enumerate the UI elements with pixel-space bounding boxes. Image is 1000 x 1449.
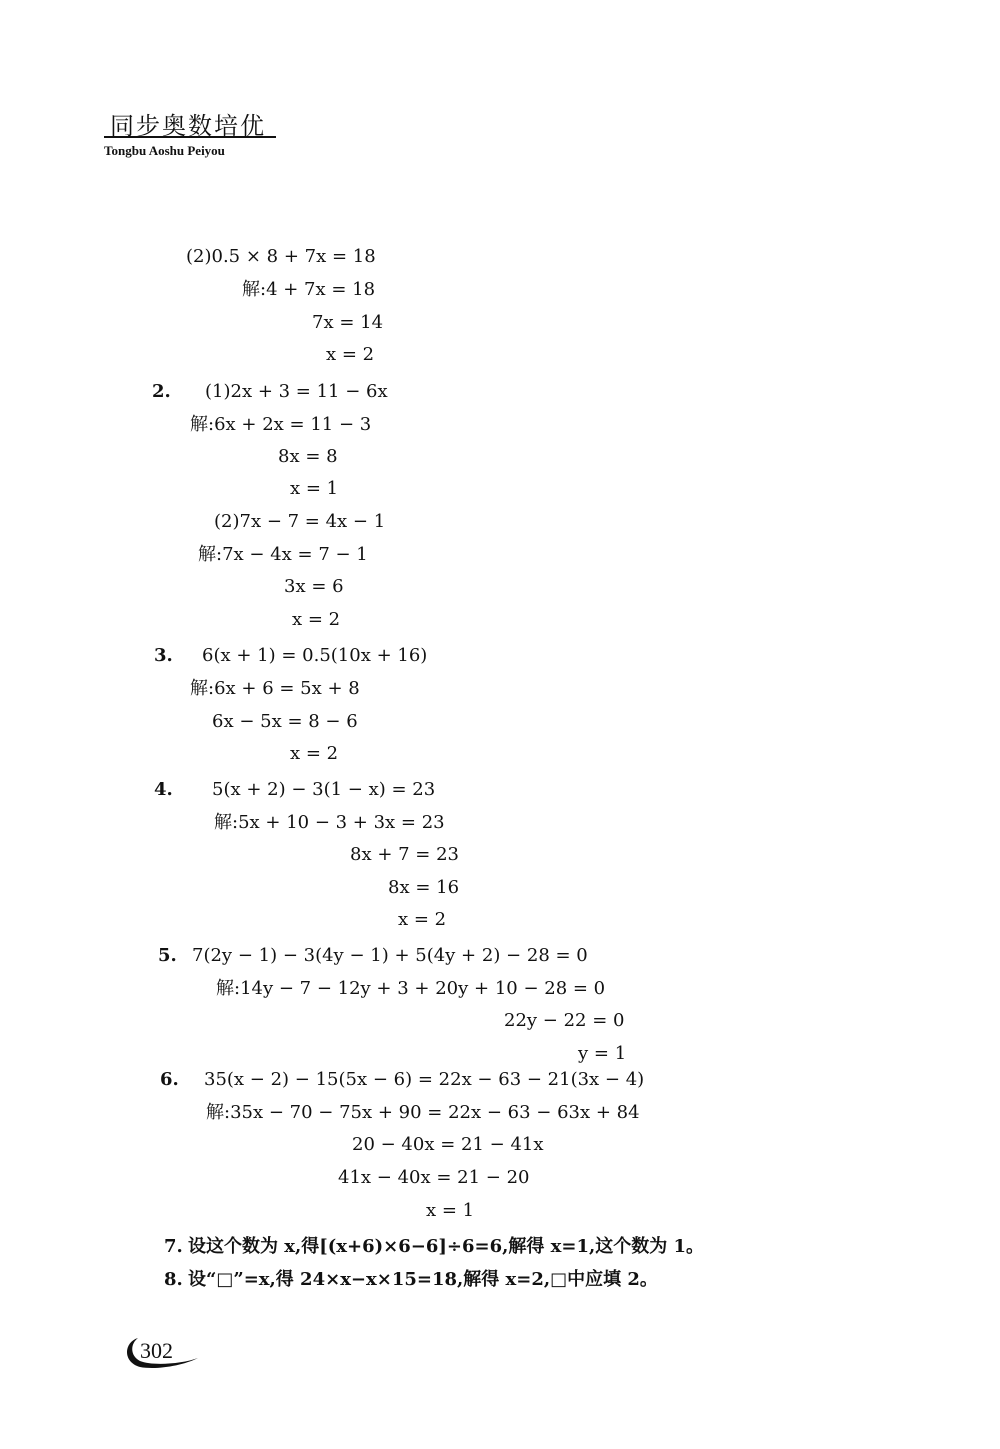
solution-line: 8x + 7 = 23 xyxy=(350,844,460,865)
solution-line: 22y − 22 = 0 xyxy=(504,1010,625,1031)
solution-line: 5(x + 2) − 3(1 − x) = 23 xyxy=(212,779,436,800)
solution-line: 6x − 5x = 8 − 6 xyxy=(212,711,358,732)
solution-line: x = 2 xyxy=(292,609,341,630)
solution-line: 7x = 14 xyxy=(312,312,384,333)
problem-number: 5. xyxy=(158,945,177,966)
solution-line: 20 − 40x = 21 − 41x xyxy=(352,1134,544,1155)
solution-line: 解:4 + 7x = 18 xyxy=(242,279,376,300)
solution-line: (2)0.5 × 8 + 7x = 18 xyxy=(186,246,376,267)
solution-line: 解:35x − 70 − 75x + 90 = 22x − 63 − 63x + 84 xyxy=(206,1102,640,1123)
solution-line: 6(x + 1) = 0.5(10x + 16) xyxy=(202,645,428,666)
solution-line: x = 1 xyxy=(290,478,339,499)
page-number: 302 xyxy=(140,1338,173,1363)
solution-line: 8x = 16 xyxy=(388,877,460,898)
problem-number: 2. xyxy=(152,381,171,402)
problem-number: 8. xyxy=(164,1269,183,1290)
problem-number: 3. xyxy=(154,645,173,666)
solution-line: 设这个数为 x,得[(x+6)×6−6]÷6=6,解得 x=1,这个数为 1。 xyxy=(188,1236,705,1257)
solution-line: (2)7x − 7 = 4x − 1 xyxy=(214,511,386,532)
solution-line: 41x − 40x = 21 − 20 xyxy=(338,1167,530,1188)
solution-line: 8x = 8 xyxy=(278,446,338,467)
problem-number: 6. xyxy=(160,1069,179,1090)
solution-line: x = 2 xyxy=(326,344,375,365)
solution-line: 设“□”=x,得 24×x−x×15=18,解得 x=2,□中应填 2。 xyxy=(188,1269,658,1290)
problem-number: 7. xyxy=(164,1236,183,1257)
solution-line: 35(x − 2) − 15(5x − 6) = 22x − 63 − 21(3x − 4) xyxy=(204,1069,645,1090)
solution-line: 解:14y − 7 − 12y + 3 + 20y + 10 − 28 = 0 xyxy=(216,978,606,999)
header-rule xyxy=(104,136,276,138)
solution-line: 解:6x + 6 = 5x + 8 xyxy=(190,678,360,699)
page-number-badge xyxy=(122,1336,200,1370)
solution-line: 解:6x + 2x = 11 − 3 xyxy=(190,414,372,435)
solution-line: x = 2 xyxy=(290,743,339,764)
solution-line: 3x = 6 xyxy=(284,576,344,597)
solution-line: 7(2y − 1) − 3(4y − 1) + 5(4y + 2) − 28 = 0 xyxy=(192,945,588,966)
book-title: 同步奥数培优 xyxy=(110,112,266,140)
problem-number: 4. xyxy=(154,779,173,800)
solution-line: 解:7x − 4x = 7 − 1 xyxy=(198,544,368,565)
book-subtitle: Tongbu Aoshu Peiyou xyxy=(104,143,225,158)
solution-line: y = 1 xyxy=(578,1043,627,1064)
solution-line: 解:5x + 10 − 3 + 3x = 23 xyxy=(214,812,445,833)
solution-line: (1)2x + 3 = 11 − 6x xyxy=(205,381,388,402)
solution-line: x = 1 xyxy=(426,1200,475,1221)
solution-line: x = 2 xyxy=(398,909,447,930)
